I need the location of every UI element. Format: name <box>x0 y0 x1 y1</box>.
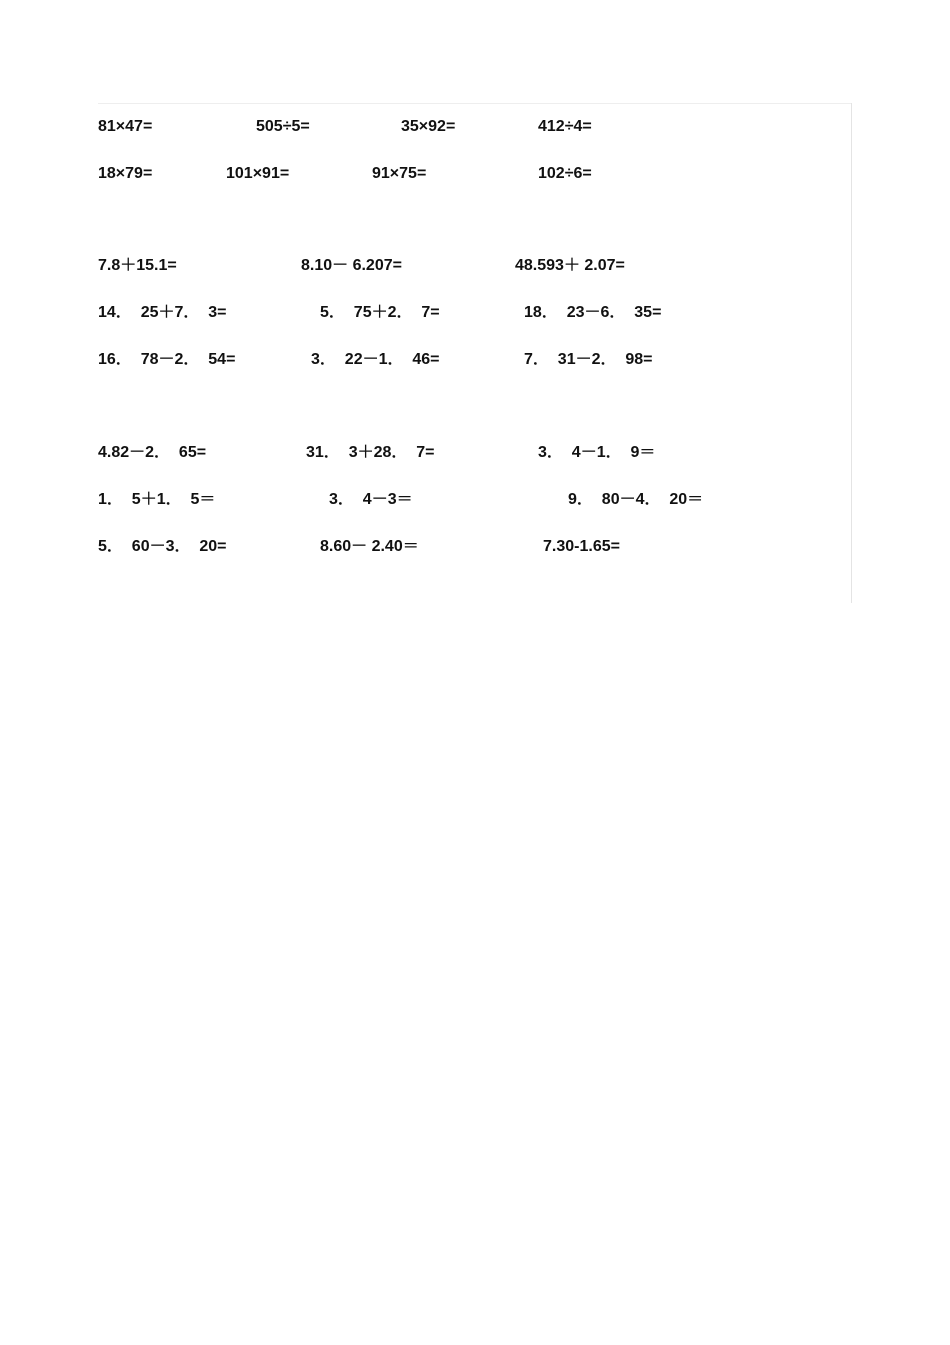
problem: 48.593＋ 2.07= <box>515 257 625 274</box>
problem: 18． 23－6． 35= <box>524 304 662 321</box>
problem: 5． 75＋2． 7= <box>320 304 440 321</box>
problem: 18×79= <box>98 165 153 182</box>
frame-top-border <box>98 103 852 104</box>
problem: 16． 78－2． 54= <box>98 351 236 368</box>
problem: 7.8＋15.1= <box>98 257 177 274</box>
problem: 8.10－ 6.207= <box>301 257 402 274</box>
problem: 31． 3＋28． 7= <box>306 444 435 461</box>
problem: 9． 80－4． 20＝ <box>568 491 704 508</box>
problem: 101×91= <box>226 165 290 182</box>
frame-right-border <box>851 103 852 603</box>
problem: 102÷6= <box>538 165 592 182</box>
problem: 1． 5＋1． 5＝ <box>98 491 216 508</box>
problem: 7． 31－2． 98= <box>524 351 653 368</box>
problem: 14． 25＋7． 3= <box>98 304 227 321</box>
problem: 3． 4－1． 9＝ <box>538 444 656 461</box>
problem: 3． 22－1． 46= <box>311 351 440 368</box>
problem: 35×92= <box>401 118 456 135</box>
problem: 81×47= <box>98 118 153 135</box>
problem: 91×75= <box>372 165 427 182</box>
problem: 5． 60－3． 20= <box>98 538 227 555</box>
problem: 412÷4= <box>538 118 592 135</box>
problem: 3． 4－3＝ <box>329 491 413 508</box>
problem: 505÷5= <box>256 118 310 135</box>
problem: 8.60－ 2.40＝ <box>320 538 419 555</box>
problem: 4.82－2． 65= <box>98 444 207 461</box>
problem: 7.30-1.65= <box>543 538 620 555</box>
